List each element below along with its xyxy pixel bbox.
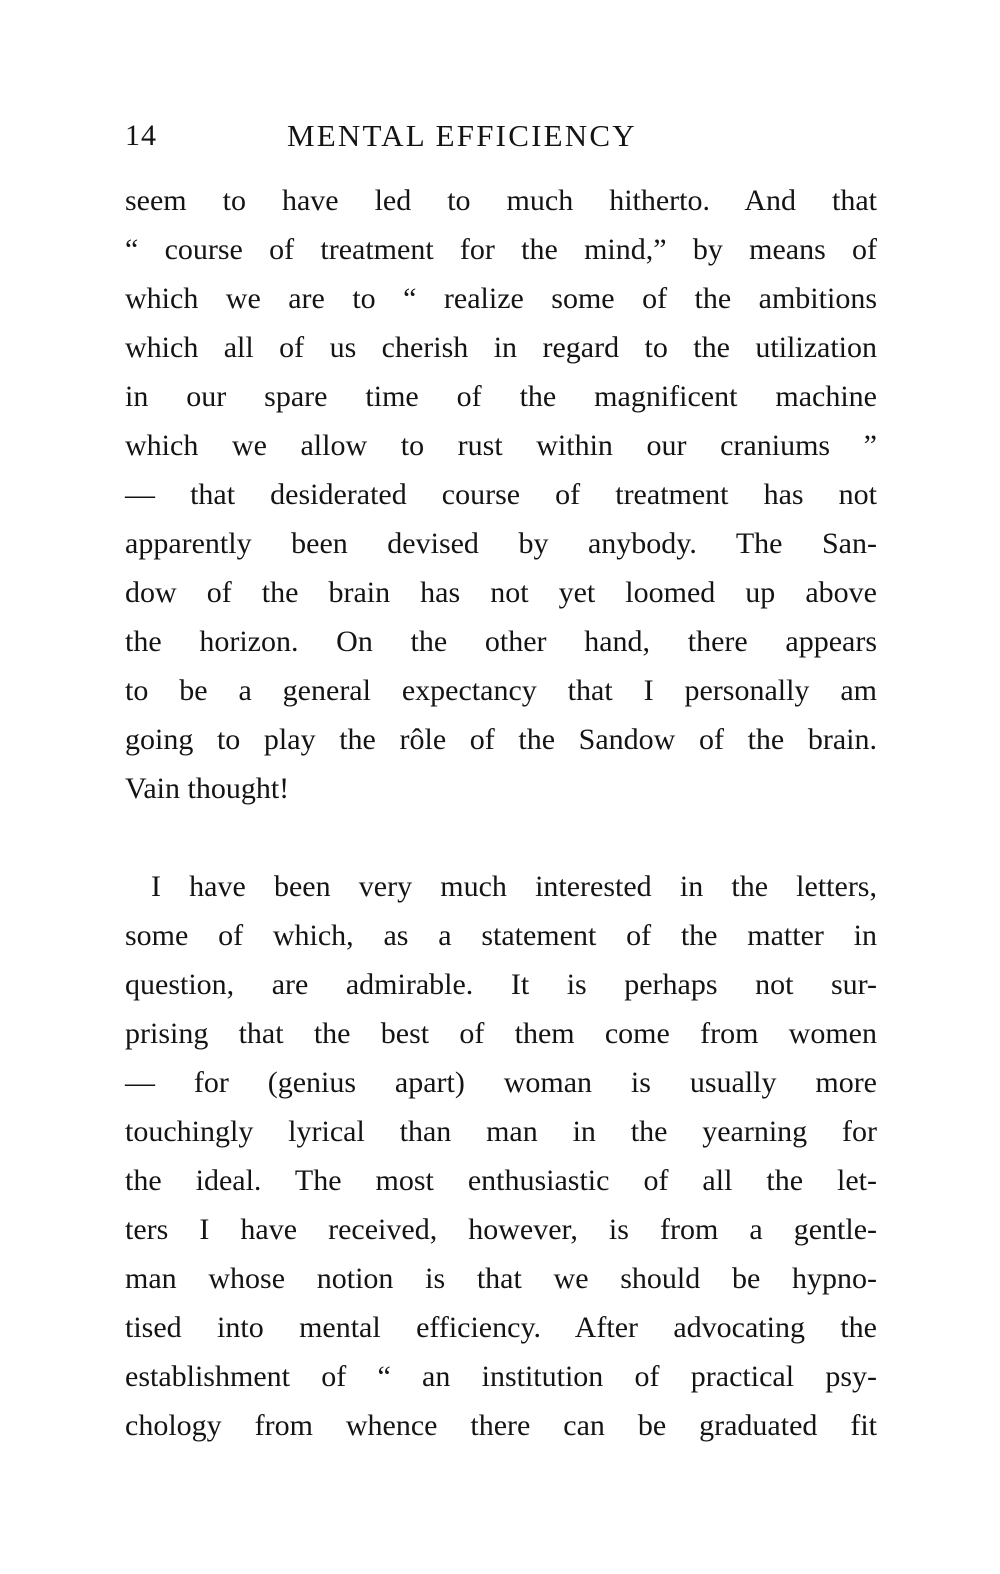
text-line: Vain thought!	[125, 772, 290, 805]
text-line: I have been very much interested in the letters,	[151, 870, 877, 903]
text-line: the ideal. The most enthusiastic of all the let-	[125, 1164, 877, 1197]
text-line: dow of the brain has not yet loomed up above	[125, 576, 877, 609]
text-line: establishment of “ an institution of practical psy-	[125, 1360, 877, 1393]
text-line: chology from whence there can be graduated fit	[125, 1409, 877, 1442]
paragraph	[125, 862, 877, 1450]
text-line: touchingly lyrical than man in the yearning for	[125, 1115, 877, 1148]
text-line: man whose notion is that we should be hypno-	[125, 1262, 877, 1295]
text-line: which we allow to rust within our craniums ”	[125, 429, 877, 462]
text-line: some of which, as a statement of the matter in	[125, 919, 877, 952]
text-line: prising that the best of them come from women	[125, 1017, 877, 1050]
page-number: 14	[125, 119, 157, 152]
text-line: seem to have led to much hitherto. And that	[125, 184, 877, 217]
paragraph-continued	[125, 176, 877, 813]
text-line: “ course of treatment for the mind,” by means of	[125, 233, 877, 266]
text-line: apparently been devised by anybody. The San-	[125, 527, 877, 560]
text-line: in our spare time of the magnificent machine	[125, 380, 877, 413]
text-line: going to play the rôle of the Sandow of the brain.	[125, 723, 877, 756]
text-line: question, are admirable. It is perhaps not sur-	[125, 968, 877, 1001]
running-head	[125, 114, 875, 158]
text-line: which all of us cherish in regard to the utilization	[125, 331, 877, 364]
running-title: MENTAL EFFICIENCY	[287, 118, 637, 153]
text-line: to be a general expectancy that I personally am	[125, 674, 877, 707]
text-line: which we are to “ realize some of the ambitions	[125, 282, 877, 315]
text-line: tised into mental efficiency. After advocating the	[125, 1311, 877, 1344]
text-line: the horizon. On the other hand, there appears	[125, 625, 877, 658]
text-line: ters I have received, however, is from a gentle-	[125, 1213, 877, 1246]
text-line: — for (genius apart) woman is usually more	[125, 1066, 877, 1099]
text-line: — that desiderated course of treatment has not	[125, 478, 877, 511]
